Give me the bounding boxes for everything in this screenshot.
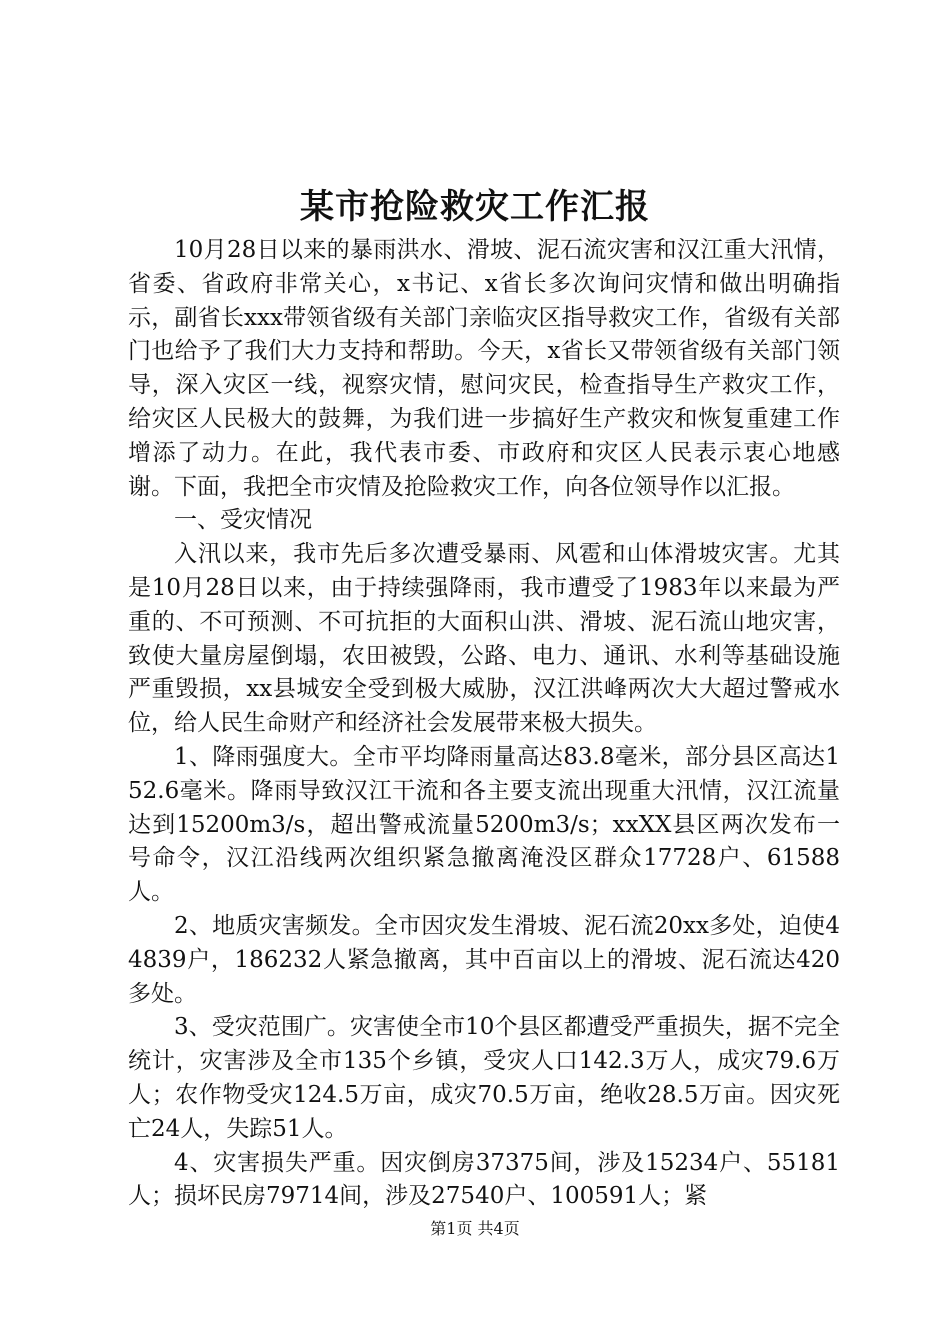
page-footer: 第1页 共4页 [430,1219,520,1238]
paragraph-intro: 10月28日以来的暴雨洪水、滑坡、泥石流灾害和汉江重大汛情，省委、省政府非常关心，x书记、x省长多次询问灾情和做出明确指示，副省长xxx带领省级有关部门亲临灾区指导救灾工作，省级有关部门也给予了我们大力支持和帮助。今天，x省长又带领省级有关部门领导，深入灾区一线，视察灾情，慰问灾民，检查指导生产救灾工作，给灾区人民极大的鼓舞，为我们进一步搞好生产救灾和恢复重建工作增添了动力。在此，我代表市委、市政府和灾区人民表示衷心地感谢。下面，我把全市灾情及抢险救灾工作，向各位领导作以汇报。 [128,237,840,500]
document-body [128,234,840,1214]
document-title: 某市抢险救灾工作汇报 [300,187,650,227]
paragraph-item-4: 4、灾害损失严重。因灾倒房37375间，涉及15234户、55181人；损坏民房79714间，涉及27540户、100591人；紧 [128,1149,840,1210]
paragraph-item-1: 1、降雨强度大。全市平均降雨量高达83.8毫米，部分县区高达152.6毫米。降雨导致汉江干流和各主要支流出现重大汛情，汉江流量达到15200m3/s，超出警戒流量5200m3/s；xxXX县区两次发布一号命令，汉江沿线两次组织紧急撤离淹没区群众17728户、61588人。 [128,743,840,906]
paragraph-item-3: 3、受灾范围广。灾害使全市10个县区都遭受严重损失，据不完全统计，灾害涉及全市135个乡镇，受灾人口142.3万人，成灾79.6万人；农作物受灾124.5万亩，成灾70.5万亩，绝收28.5万亩。因灾死亡24人，失踪51人。 [128,1014,840,1142]
section-heading: 一、受灾情况 [174,507,312,534]
paragraph-overview: 入汛以来，我市先后多次遭受暴雨、风雹和山体滑坡灾害。尤其是10月28日以来，由于持续强降雨，我市遭受了1983年以来最为严重的、不可预测、不可抗拒的大面积山洪、滑坡、泥石流山地灾害，致使大量房屋倒塌，农田被毁，公路、电力、通讯、水利等基础设施严重毁损，xx县城安全受到极大威胁，汉江洪峰两次大大超过警戒水位，给人民生命财产和经济社会发展带来极大损失。 [128,541,840,737]
paragraph-item-2: 2、地质灾害频发。全市因灾发生滑坡、泥石流20xx多处，迫使44839户，186232人紧急撤离，其中百亩以上的滑坡、泥石流达420多处。 [128,912,840,1007]
